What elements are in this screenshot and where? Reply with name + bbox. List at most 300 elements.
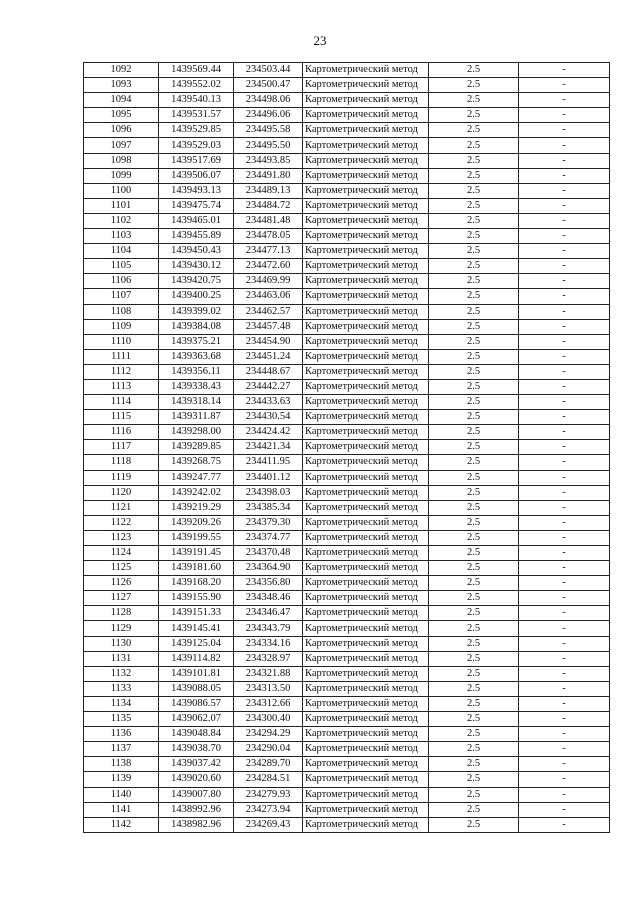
y-coordinate-cell: 234374.77 [234,530,303,545]
accuracy-cell: 2.5 [429,138,519,153]
description-cell: - [519,636,610,651]
method-cell: Картометрический метод [303,213,429,228]
table-row [84,621,610,636]
y-coordinate-cell: 234491.80 [234,168,303,183]
description-cell: - [519,274,610,289]
x-coordinate-cell: 1439569.44 [159,63,234,78]
method-cell: Картометрический метод [303,108,429,123]
method-cell: Картометрический метод [303,198,429,213]
point-number-cell: 1092 [84,63,159,78]
accuracy-cell: 2.5 [429,621,519,636]
method-cell: Картометрический метод [303,742,429,757]
point-number-cell: 1119 [84,470,159,485]
y-coordinate-cell: 234401.12 [234,470,303,485]
x-coordinate-cell: 1439289.85 [159,440,234,455]
description-cell: - [519,787,610,802]
point-number-cell: 1136 [84,727,159,742]
y-coordinate-cell: 234279.93 [234,787,303,802]
x-coordinate-cell: 1439155.90 [159,591,234,606]
point-number-cell: 1142 [84,817,159,832]
y-coordinate-cell: 234312.66 [234,696,303,711]
method-cell: Картометрический метод [303,606,429,621]
x-coordinate-cell: 1439086.57 [159,696,234,711]
description-cell: - [519,742,610,757]
method-cell: Картометрический метод [303,470,429,485]
description-cell: - [519,319,610,334]
description-cell: - [519,546,610,561]
y-coordinate-cell: 234503.44 [234,63,303,78]
accuracy-cell: 2.5 [429,63,519,78]
y-coordinate-cell: 234451.24 [234,349,303,364]
x-coordinate-cell: 1439048.84 [159,727,234,742]
y-coordinate-cell: 234284.51 [234,772,303,787]
accuracy-cell: 2.5 [429,289,519,304]
point-number-cell: 1101 [84,198,159,213]
description-cell: - [519,138,610,153]
accuracy-cell: 2.5 [429,546,519,561]
point-number-cell: 1117 [84,440,159,455]
accuracy-cell: 2.5 [429,485,519,500]
y-coordinate-cell: 234457.48 [234,319,303,334]
method-cell: Картометрический метод [303,530,429,545]
description-cell: - [519,334,610,349]
x-coordinate-cell: 1439038.70 [159,742,234,757]
table-row [84,727,610,742]
point-number-cell: 1122 [84,515,159,530]
point-number-cell: 1109 [84,319,159,334]
description-cell: - [519,515,610,530]
description-cell: - [519,183,610,198]
description-cell: - [519,651,610,666]
method-cell: Картометрический метод [303,93,429,108]
accuracy-cell: 2.5 [429,198,519,213]
point-number-cell: 1124 [84,546,159,561]
x-coordinate-cell: 1439399.02 [159,304,234,319]
table-row [84,259,610,274]
x-coordinate-cell: 1439219.29 [159,500,234,515]
point-number-cell: 1130 [84,636,159,651]
table-row [84,576,610,591]
x-coordinate-cell: 1439062.07 [159,712,234,727]
point-number-cell: 1106 [84,274,159,289]
x-coordinate-cell: 1439455.89 [159,229,234,244]
method-cell: Картометрический метод [303,334,429,349]
description-cell: - [519,259,610,274]
accuracy-cell: 2.5 [429,153,519,168]
description-cell: - [519,712,610,727]
method-cell: Картометрический метод [303,817,429,832]
accuracy-cell: 2.5 [429,681,519,696]
point-number-cell: 1094 [84,93,159,108]
table-row [84,485,610,500]
table-row [84,244,610,259]
point-number-cell: 1095 [84,108,159,123]
method-cell: Картометрический метод [303,244,429,259]
table-row [84,334,610,349]
x-coordinate-cell: 1439191.45 [159,546,234,561]
point-number-cell: 1105 [84,259,159,274]
method-cell: Картометрический метод [303,78,429,93]
description-cell: - [519,395,610,410]
method-cell: Картометрический метод [303,440,429,455]
x-coordinate-cell: 1439363.68 [159,349,234,364]
method-cell: Картометрический метод [303,802,429,817]
y-coordinate-cell: 234269.43 [234,817,303,832]
method-cell: Картометрический метод [303,364,429,379]
table-row [84,530,610,545]
y-coordinate-cell: 234424.42 [234,425,303,440]
description-cell: - [519,198,610,213]
method-cell: Картометрический метод [303,681,429,696]
description-cell: - [519,727,610,742]
method-cell: Картометрический метод [303,712,429,727]
y-coordinate-cell: 234489.13 [234,183,303,198]
accuracy-cell: 2.5 [429,636,519,651]
table-row [84,787,610,802]
x-coordinate-cell: 1439493.13 [159,183,234,198]
x-coordinate-cell: 1438982.96 [159,817,234,832]
method-cell: Картометрический метод [303,289,429,304]
accuracy-cell: 2.5 [429,500,519,515]
y-coordinate-cell: 234343.79 [234,621,303,636]
point-number-cell: 1127 [84,591,159,606]
y-coordinate-cell: 234469.99 [234,274,303,289]
point-number-cell: 1129 [84,621,159,636]
page-number: 23 [313,33,327,48]
point-number-cell: 1097 [84,138,159,153]
method-cell: Картометрический метод [303,123,429,138]
method-cell: Картометрический метод [303,727,429,742]
y-coordinate-cell: 234478.05 [234,229,303,244]
description-cell: - [519,530,610,545]
description-cell: - [519,561,610,576]
table-row [84,78,610,93]
accuracy-cell: 2.5 [429,364,519,379]
accuracy-cell: 2.5 [429,274,519,289]
method-cell: Картометрический метод [303,183,429,198]
x-coordinate-cell: 1439465.01 [159,213,234,228]
accuracy-cell: 2.5 [429,606,519,621]
point-number-cell: 1108 [84,304,159,319]
x-coordinate-cell: 1439531.57 [159,108,234,123]
y-coordinate-cell: 234472.60 [234,259,303,274]
method-cell: Картометрический метод [303,410,429,425]
point-number-cell: 1110 [84,334,159,349]
description-cell: - [519,93,610,108]
x-coordinate-cell: 1439318.14 [159,395,234,410]
description-cell: - [519,485,610,500]
description-cell: - [519,455,610,470]
method-cell: Картометрический метод [303,651,429,666]
method-cell: Картометрический метод [303,274,429,289]
accuracy-cell: 2.5 [429,410,519,425]
accuracy-cell: 2.5 [429,440,519,455]
table-row [84,772,610,787]
method-cell: Картометрический метод [303,500,429,515]
y-coordinate-cell: 234495.58 [234,123,303,138]
x-coordinate-cell: 1439311.87 [159,410,234,425]
description-cell: - [519,153,610,168]
x-coordinate-cell: 1439125.04 [159,636,234,651]
accuracy-cell: 2.5 [429,712,519,727]
x-coordinate-cell: 1439020.60 [159,772,234,787]
y-coordinate-cell: 234433.63 [234,395,303,410]
description-cell: - [519,63,610,78]
point-number-cell: 1113 [84,379,159,394]
method-cell: Картометрический метод [303,621,429,636]
table-row [84,395,610,410]
table-row [84,515,610,530]
method-cell: Картометрический метод [303,63,429,78]
table-row [84,425,610,440]
table-row [84,108,610,123]
point-number-cell: 1112 [84,364,159,379]
table-row [84,304,610,319]
accuracy-cell: 2.5 [429,334,519,349]
description-cell: - [519,606,610,621]
y-coordinate-cell: 234463.06 [234,289,303,304]
y-coordinate-cell: 234328.97 [234,651,303,666]
description-cell: - [519,470,610,485]
point-number-cell: 1115 [84,410,159,425]
y-coordinate-cell: 234421.34 [234,440,303,455]
x-coordinate-cell: 1439375.21 [159,334,234,349]
point-number-cell: 1137 [84,742,159,757]
table-row [84,379,610,394]
table-row [84,410,610,425]
method-cell: Картометрический метод [303,259,429,274]
point-number-cell: 1139 [84,772,159,787]
description-cell: - [519,666,610,681]
point-number-cell: 1111 [84,349,159,364]
method-cell: Картометрический метод [303,168,429,183]
accuracy-cell: 2.5 [429,772,519,787]
description-cell: - [519,410,610,425]
description-cell: - [519,379,610,394]
accuracy-cell: 2.5 [429,213,519,228]
method-cell: Картометрический метод [303,304,429,319]
x-coordinate-cell: 1439400.25 [159,289,234,304]
y-coordinate-cell: 234477.13 [234,244,303,259]
y-coordinate-cell: 234313.50 [234,681,303,696]
x-coordinate-cell: 1439151.33 [159,606,234,621]
method-cell: Картометрический метод [303,153,429,168]
table-row [84,666,610,681]
description-cell: - [519,108,610,123]
description-cell: - [519,364,610,379]
accuracy-cell: 2.5 [429,666,519,681]
description-cell: - [519,78,610,93]
y-coordinate-cell: 234294.29 [234,727,303,742]
accuracy-cell: 2.5 [429,379,519,394]
x-coordinate-cell: 1439298.00 [159,425,234,440]
method-cell: Картометрический метод [303,696,429,711]
description-cell: - [519,304,610,319]
x-coordinate-cell: 1439088.05 [159,681,234,696]
description-cell: - [519,500,610,515]
point-number-cell: 1131 [84,651,159,666]
method-cell: Картометрический метод [303,757,429,772]
y-coordinate-cell: 234289.70 [234,757,303,772]
y-coordinate-cell: 234498.06 [234,93,303,108]
description-cell: - [519,229,610,244]
point-number-cell: 1123 [84,530,159,545]
accuracy-cell: 2.5 [429,802,519,817]
y-coordinate-cell: 234290.04 [234,742,303,757]
method-cell: Картометрический метод [303,591,429,606]
point-number-cell: 1116 [84,425,159,440]
point-number-cell: 1135 [84,712,159,727]
x-coordinate-cell: 1439450.43 [159,244,234,259]
table-row [84,364,610,379]
table-row [84,757,610,772]
method-cell: Картометрический метод [303,515,429,530]
accuracy-cell: 2.5 [429,183,519,198]
accuracy-cell: 2.5 [429,108,519,123]
accuracy-cell: 2.5 [429,78,519,93]
accuracy-cell: 2.5 [429,244,519,259]
y-coordinate-cell: 234334.16 [234,636,303,651]
point-number-cell: 1120 [84,485,159,500]
accuracy-cell: 2.5 [429,229,519,244]
accuracy-cell: 2.5 [429,168,519,183]
accuracy-cell: 2.5 [429,651,519,666]
table-row [84,651,610,666]
description-cell: - [519,591,610,606]
x-coordinate-cell: 1439247.77 [159,470,234,485]
point-number-cell: 1128 [84,606,159,621]
point-number-cell: 1114 [84,395,159,410]
description-cell: - [519,621,610,636]
table-row [84,696,610,711]
y-coordinate-cell: 234496.06 [234,108,303,123]
coordinates-table [83,62,610,833]
y-coordinate-cell: 234348.46 [234,591,303,606]
x-coordinate-cell: 1439356.11 [159,364,234,379]
point-number-cell: 1126 [84,576,159,591]
accuracy-cell: 2.5 [429,349,519,364]
x-coordinate-cell: 1439145.41 [159,621,234,636]
y-coordinate-cell: 234495.50 [234,138,303,153]
accuracy-cell: 2.5 [429,395,519,410]
y-coordinate-cell: 234321.88 [234,666,303,681]
x-coordinate-cell: 1439540.13 [159,93,234,108]
y-coordinate-cell: 234398.03 [234,485,303,500]
y-coordinate-cell: 234493.85 [234,153,303,168]
x-coordinate-cell: 1439529.85 [159,123,234,138]
description-cell: - [519,802,610,817]
y-coordinate-cell: 234356.80 [234,576,303,591]
y-coordinate-cell: 234346.47 [234,606,303,621]
accuracy-cell: 2.5 [429,696,519,711]
accuracy-cell: 2.5 [429,576,519,591]
point-number-cell: 1140 [84,787,159,802]
point-number-cell: 1107 [84,289,159,304]
x-coordinate-cell: 1439268.75 [159,455,234,470]
method-cell: Картометрический метод [303,319,429,334]
table-row [84,591,610,606]
table-row [84,229,610,244]
method-cell: Картометрический метод [303,425,429,440]
y-coordinate-cell: 234430.54 [234,410,303,425]
point-number-cell: 1133 [84,681,159,696]
accuracy-cell: 2.5 [429,817,519,832]
table-body [84,63,610,833]
table-row [84,183,610,198]
method-cell: Картометрический метод [303,379,429,394]
table-row [84,198,610,213]
point-number-cell: 1093 [84,78,159,93]
description-cell: - [519,244,610,259]
description-cell: - [519,425,610,440]
point-number-cell: 1125 [84,561,159,576]
point-number-cell: 1134 [84,696,159,711]
table-row [84,681,610,696]
x-coordinate-cell: 1439430.12 [159,259,234,274]
y-coordinate-cell: 234448.67 [234,364,303,379]
x-coordinate-cell: 1439529.03 [159,138,234,153]
x-coordinate-cell: 1439168.20 [159,576,234,591]
description-cell: - [519,123,610,138]
point-number-cell: 1121 [84,500,159,515]
y-coordinate-cell: 234481.48 [234,213,303,228]
method-cell: Картометрический метод [303,636,429,651]
accuracy-cell: 2.5 [429,742,519,757]
method-cell: Картометрический метод [303,561,429,576]
x-coordinate-cell: 1439475.74 [159,198,234,213]
point-number-cell: 1103 [84,229,159,244]
method-cell: Картометрический метод [303,138,429,153]
description-cell: - [519,213,610,228]
x-coordinate-cell: 1439506.07 [159,168,234,183]
method-cell: Картометрический метод [303,455,429,470]
point-number-cell: 1096 [84,123,159,138]
method-cell: Картометрический метод [303,787,429,802]
table-row [84,802,610,817]
point-number-cell: 1118 [84,455,159,470]
point-number-cell: 1099 [84,168,159,183]
description-cell: - [519,817,610,832]
accuracy-cell: 2.5 [429,259,519,274]
table-row [84,712,610,727]
description-cell: - [519,681,610,696]
table-row [84,289,610,304]
accuracy-cell: 2.5 [429,455,519,470]
y-coordinate-cell: 234364.90 [234,561,303,576]
method-cell: Картометрический метод [303,395,429,410]
x-coordinate-cell: 1439199.55 [159,530,234,545]
x-coordinate-cell: 1438992.96 [159,802,234,817]
description-cell: - [519,168,610,183]
x-coordinate-cell: 1439552.02 [159,78,234,93]
table-row [84,213,610,228]
table-row [84,546,610,561]
accuracy-cell: 2.5 [429,787,519,802]
method-cell: Картометрический метод [303,576,429,591]
method-cell: Картометрический метод [303,546,429,561]
y-coordinate-cell: 234370.48 [234,546,303,561]
description-cell: - [519,289,610,304]
table-row [84,742,610,757]
table-row [84,500,610,515]
table-row [84,93,610,108]
table-row [84,470,610,485]
x-coordinate-cell: 1439338.43 [159,379,234,394]
table-row [84,63,610,78]
description-cell: - [519,772,610,787]
description-cell: - [519,757,610,772]
y-coordinate-cell: 234411.95 [234,455,303,470]
